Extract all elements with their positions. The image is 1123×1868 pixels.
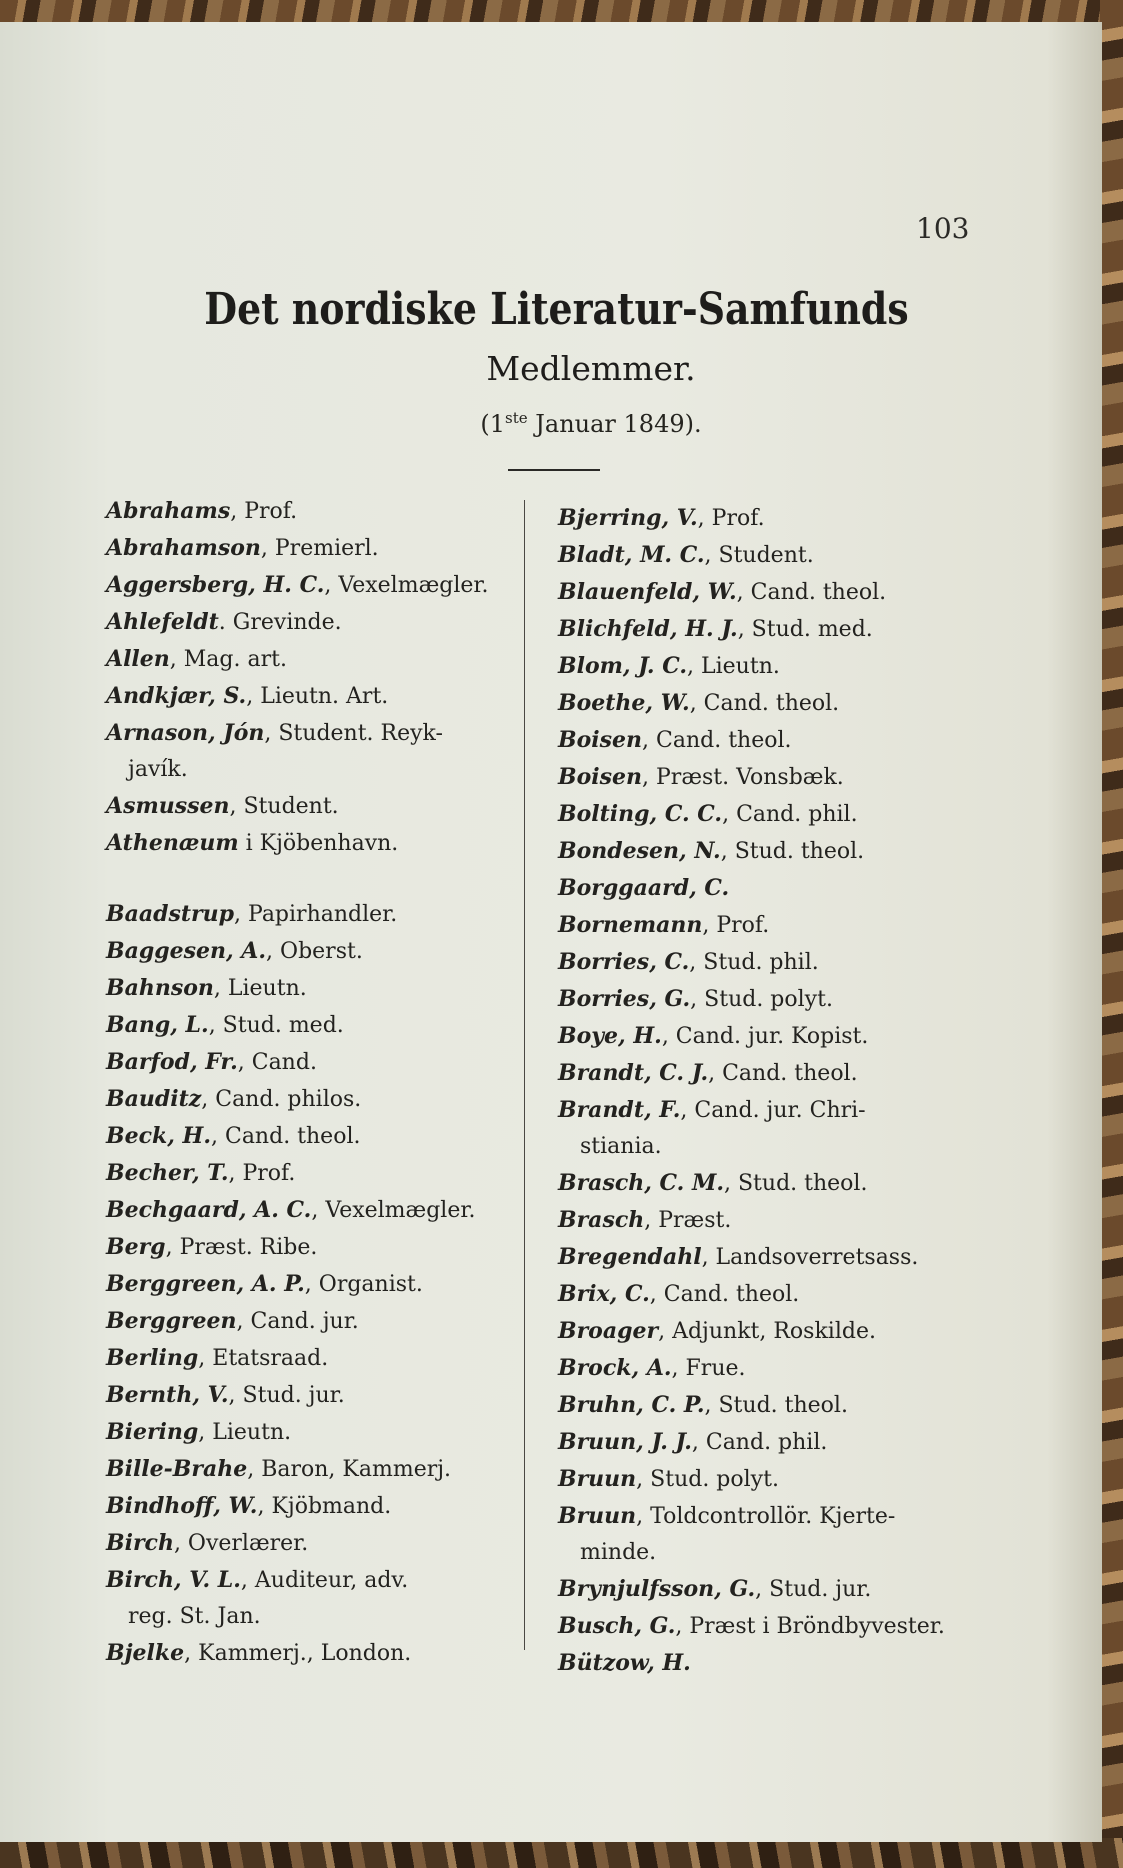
member-name: Aggersberg, H. C. [106, 572, 325, 598]
member-entry [106, 1007, 516, 1044]
member-detail: , Papirhandler. [234, 902, 398, 927]
member-entry [106, 678, 516, 715]
member-entry [106, 1118, 516, 1155]
member-entry [558, 1313, 978, 1350]
member-detail: , Præst i Bröndbyvester. [675, 1614, 945, 1639]
member-name: Bahnson [106, 975, 214, 1001]
member-entry [558, 759, 978, 796]
member-name: Bolting, C. C. [558, 801, 723, 827]
member-detail: , Etatsraad. [198, 1346, 329, 1371]
member-name: Boisen [558, 727, 643, 753]
member-detail: , Auditeur, adv. [240, 1568, 409, 1593]
member-detail: , Landsoverretsass. [701, 1245, 919, 1270]
member-name: Bauditz [106, 1086, 202, 1112]
member-detail: javík. [128, 757, 188, 782]
member-detail: , Cand. theol. [708, 1061, 858, 1086]
member-detail: , Organist. [304, 1272, 423, 1297]
member-name: Brix, C. [558, 1281, 650, 1307]
member-detail: , Cand. philos. [201, 1087, 362, 1112]
member-name: Blichfeld, H. J. [558, 616, 738, 642]
member-detail: , Cand. jur. Chri- [680, 1098, 866, 1123]
member-name: Boisen [558, 764, 643, 790]
member-name: Bjelke [106, 1640, 185, 1666]
member-name: Brock, A. [558, 1355, 672, 1381]
member-detail: , Prof. [228, 1161, 296, 1186]
member-entry [106, 567, 516, 604]
member-entry [558, 1055, 978, 1092]
member-detail: , Mag. art. [169, 647, 287, 672]
member-detail: , Prof. [702, 913, 770, 938]
member-name: Bornemann [558, 912, 703, 938]
member-entry [106, 493, 516, 530]
member-name: Bregendahl [558, 1244, 702, 1270]
member-detail: , Frue. [671, 1356, 746, 1381]
title-rule [508, 469, 600, 471]
member-entry-continuation [558, 1535, 978, 1571]
page-title: Det nordiske Literatur-Samfunds [204, 284, 909, 335]
member-detail: , Kammerj., London. [184, 1641, 412, 1666]
member-entry [106, 1377, 516, 1414]
member-name: Athenæum [106, 830, 239, 856]
member-name: Baggesen, A. [106, 938, 267, 964]
member-entry [106, 1525, 516, 1562]
member-detail: , Stud. theol. [724, 1171, 868, 1196]
member-detail: , Vexelmægler. [311, 1198, 476, 1223]
member-entry [558, 685, 978, 722]
member-name: Berggreen [106, 1308, 237, 1334]
member-name: Bernth, V. [106, 1382, 229, 1408]
member-name: Barfod, Fr. [106, 1049, 238, 1075]
member-name: Bille-Brahe [106, 1456, 248, 1482]
member-name: Bruun [558, 1466, 637, 1492]
member-detail: , Baron, Kammerj. [247, 1457, 452, 1482]
member-detail: , Cand. [237, 1050, 317, 1075]
member-detail: , Stud. med. [208, 1013, 344, 1038]
member-entry [558, 833, 978, 870]
member-entry [558, 537, 978, 574]
member-name: Borggaard, C. [558, 875, 730, 901]
member-entry [558, 1165, 978, 1202]
member-detail: , Overlærer. [173, 1531, 309, 1556]
member-name: Berg [106, 1234, 166, 1260]
member-entry [558, 907, 978, 944]
member-detail: , Lieutn. [687, 654, 780, 679]
member-entry-continuation [106, 1599, 516, 1635]
member-detail: , Oberst. [266, 939, 363, 964]
member-name: Brynjulfsson, G. [558, 1576, 756, 1602]
member-name: Ahlefeldt [106, 609, 219, 635]
member-name: Baadstrup [106, 901, 235, 927]
member-entry [106, 1081, 516, 1118]
marbled-edge-right [1100, 0, 1123, 1868]
member-name: Bruhn, C. P. [558, 1392, 705, 1418]
member-name: Allen [106, 646, 170, 672]
member-detail: , Præst. Vonsbæk. [642, 765, 844, 790]
member-name: Bondesen, N. [558, 838, 721, 864]
member-entry [558, 870, 978, 907]
member-detail: , Cand. theol. [689, 691, 840, 716]
member-name: Biering [106, 1419, 199, 1445]
member-entry [106, 1155, 516, 1192]
member-detail: , Stud. phil. [689, 950, 819, 975]
member-detail: , Cand. theol. [736, 580, 887, 605]
member-entry-continuation [558, 1129, 978, 1165]
member-entry [106, 1192, 516, 1229]
member-entry [558, 1608, 978, 1645]
section-gap [106, 862, 516, 896]
member-detail: , Stud. theol. [704, 1393, 848, 1418]
member-name: Beck, H. [106, 1123, 211, 1149]
page-number: 103 [916, 212, 970, 245]
member-detail: , Student. Reyk- [264, 721, 443, 746]
member-entry [558, 1350, 978, 1387]
member-detail: , Kjöbmand. [257, 1494, 392, 1519]
member-detail: , Prof. [697, 506, 765, 531]
member-name: Bang, L. [106, 1012, 209, 1038]
member-detail: , Stud. med. [737, 617, 873, 642]
member-entry [106, 788, 516, 825]
member-detail: , Student. [704, 543, 814, 568]
member-detail: , Student. [229, 794, 339, 819]
member-entry [106, 970, 516, 1007]
member-list-left [106, 493, 516, 1672]
member-entry [558, 574, 978, 611]
member-entry [558, 1202, 978, 1239]
member-detail: , Adjunkt, Roskilde. [658, 1319, 876, 1344]
member-entry [106, 1266, 516, 1303]
member-entry [558, 1571, 978, 1608]
member-entry [106, 604, 516, 641]
member-detail: , Cand. jur. Kopist. [661, 1024, 869, 1049]
member-detail: , Cand. phil. [722, 802, 858, 827]
member-name: Birch, V. L. [106, 1567, 241, 1593]
member-entry [106, 933, 516, 970]
member-entry [558, 1387, 978, 1424]
member-entry [106, 896, 516, 933]
member-name: Brandt, F. [558, 1097, 681, 1123]
member-entry [558, 981, 978, 1018]
member-name: Boye, H. [558, 1023, 662, 1049]
member-detail: , Prof. [230, 499, 298, 524]
member-detail: , Cand. theol. [211, 1124, 361, 1149]
member-detail: , Cand. phil. [691, 1430, 828, 1455]
member-entry [106, 1488, 516, 1525]
member-name: Blom, J. C. [558, 653, 688, 679]
member-entry-continuation [106, 752, 516, 788]
member-entry [558, 1424, 978, 1461]
member-name: Asmussen [106, 793, 230, 819]
member-detail: , Lieutn. [198, 1420, 292, 1445]
member-entry [106, 1044, 516, 1081]
member-entry [106, 530, 516, 567]
member-name: Andkjær, S. [106, 683, 247, 709]
member-entry [558, 1645, 978, 1682]
marbled-edge-bottom [0, 1838, 1123, 1868]
member-name: Bruun [558, 1503, 637, 1529]
member-entry [106, 1562, 516, 1599]
member-entry [106, 1414, 516, 1451]
member-detail: , Præst. Ribe. [165, 1235, 318, 1260]
date-rest: Januar 1849). [527, 410, 702, 438]
member-name: Borries, C. [558, 949, 690, 975]
member-name: Busch, G. [558, 1613, 676, 1639]
member-entry [106, 715, 516, 752]
member-detail: , Cand. jur. [236, 1309, 359, 1334]
member-detail: , Stud. jur. [755, 1577, 872, 1602]
member-entry [106, 641, 516, 678]
member-name: Bützow, H. [558, 1650, 691, 1676]
member-entry [106, 825, 516, 862]
member-entry [558, 944, 978, 981]
member-detail: , Cand. theol. [649, 1282, 800, 1307]
member-detail: stiania. [580, 1134, 662, 1159]
member-name: Broager [558, 1318, 659, 1344]
member-name: Bjerring, V. [558, 505, 698, 531]
page-subtitle: Medlemmer. [486, 349, 696, 388]
member-list-right [558, 500, 978, 1682]
date-open: (1 [480, 410, 506, 438]
member-name: Bruun, J. J. [558, 1429, 692, 1455]
member-entry [106, 1635, 516, 1672]
member-name: Borries, G. [558, 986, 691, 1012]
member-detail: , Stud. polyt. [636, 1467, 779, 1492]
member-entry [558, 1092, 978, 1129]
member-entry [558, 611, 978, 648]
member-detail: , Præst. [644, 1208, 732, 1233]
member-entry [106, 1340, 516, 1377]
member-detail: , Lieutn. [213, 976, 307, 1001]
member-detail: , Stud. jur. [228, 1383, 345, 1408]
member-detail: , Toldcontrollör. Kjerte- [636, 1504, 896, 1529]
member-name: Becher, T. [106, 1160, 229, 1186]
member-entry [558, 1239, 978, 1276]
paper-sheet [0, 22, 1102, 1842]
date-line [0, 409, 1102, 438]
column-divider [524, 500, 525, 1650]
member-detail: , Lieutn. Art. [246, 684, 389, 709]
member-detail: . Grevinde. [218, 610, 342, 635]
member-detail: , Stud. polyt. [690, 987, 833, 1012]
member-detail: , Stud. theol. [720, 839, 865, 864]
member-entry [558, 1276, 978, 1313]
member-entry [106, 1229, 516, 1266]
member-entry [106, 1451, 516, 1488]
member-entry [558, 1498, 978, 1535]
date-ordinal: ste [505, 409, 528, 427]
member-name: Brasch [558, 1207, 645, 1233]
member-name: Bechgaard, A. C. [106, 1197, 312, 1223]
member-detail: , Vexelmægler. [324, 573, 489, 598]
member-detail: , Premierl. [260, 536, 379, 561]
member-entry [558, 1461, 978, 1498]
member-name: Bladt, M. C. [558, 542, 705, 568]
member-name: Brasch, C. M. [558, 1170, 724, 1196]
member-detail: reg. St. Jan. [128, 1604, 261, 1629]
member-entry [558, 648, 978, 685]
member-detail: i Kjöbenhavn. [238, 831, 399, 856]
member-name: Arnason, Jón [106, 720, 265, 746]
member-name: Brandt, C. J. [558, 1060, 709, 1086]
member-name: Berggreen, A. P. [106, 1271, 305, 1297]
member-name: Boethe, W. [558, 690, 690, 716]
member-detail: minde. [580, 1540, 657, 1565]
member-name: Abrahamson [106, 535, 261, 561]
member-entry [106, 1303, 516, 1340]
member-entry [558, 796, 978, 833]
member-name: Blauenfeld, W. [558, 579, 737, 605]
member-name: Berling [106, 1345, 199, 1371]
member-entry [558, 1018, 978, 1055]
member-name: Birch [106, 1530, 174, 1556]
member-name: Abrahams [106, 498, 231, 524]
member-name: Bindhoff, W. [106, 1493, 258, 1519]
member-detail: , Cand. theol. [642, 728, 792, 753]
member-entry [558, 500, 978, 537]
member-entry [558, 722, 978, 759]
